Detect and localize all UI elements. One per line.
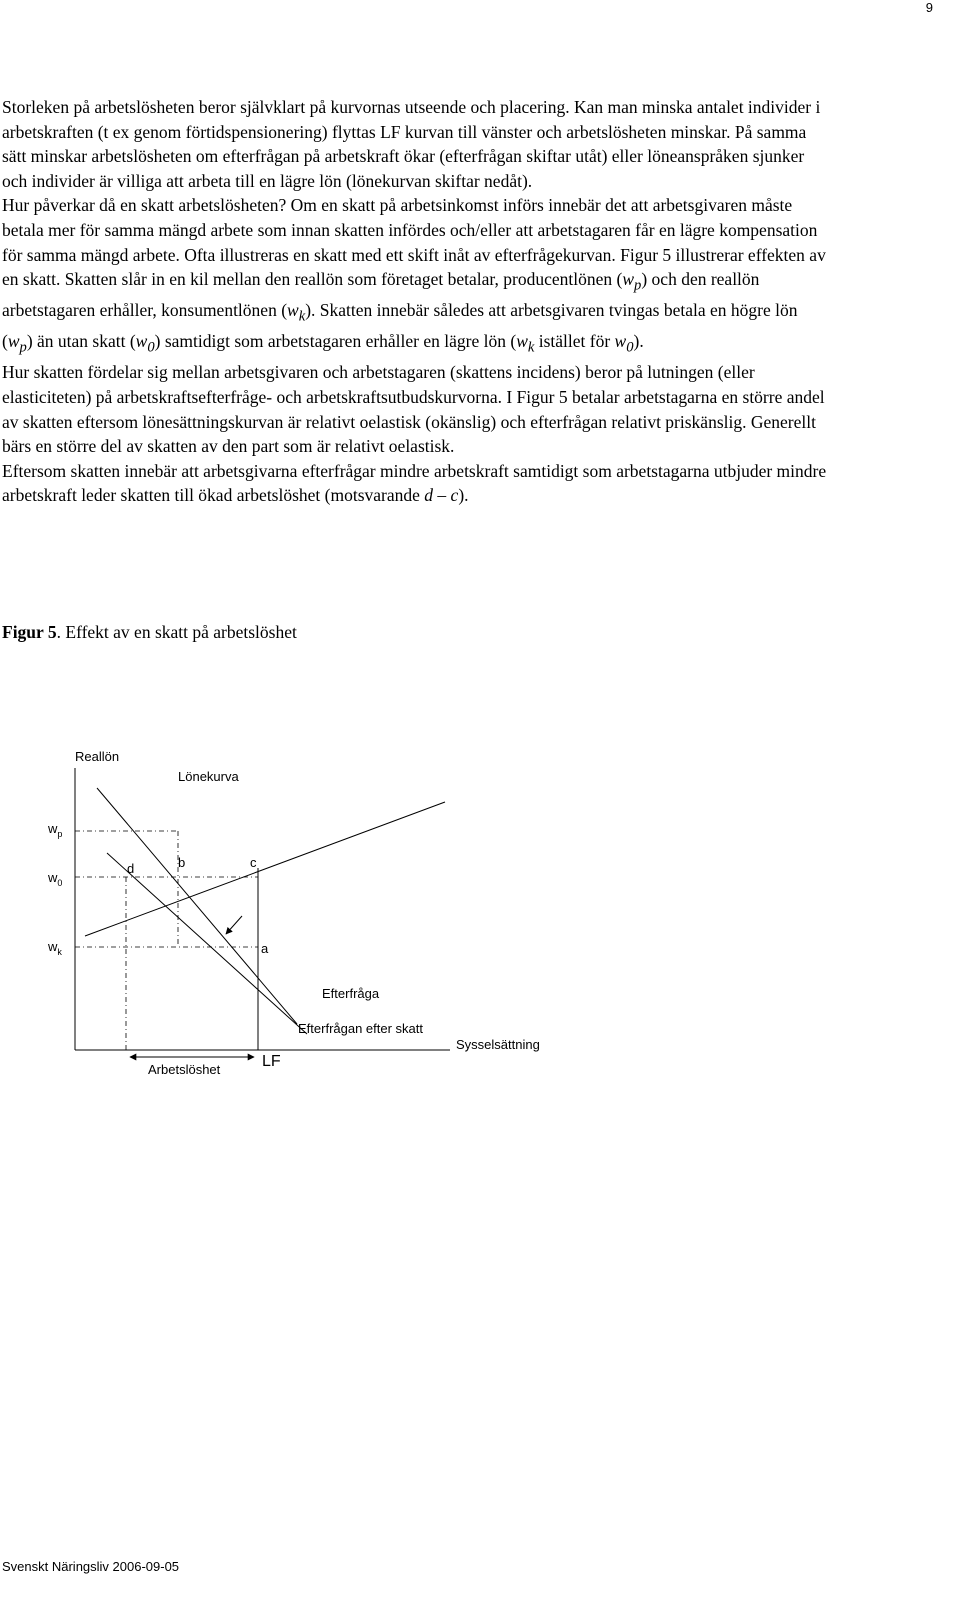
text-segment: ) och den reallön arbetstagaren erhåller, konsumentlönen ( <box>2 269 760 321</box>
point-d-label: d <box>127 861 135 876</box>
footer: Svenskt Näringsliv 2006-09-05 <box>2 1559 180 1574</box>
figure-caption <box>2 620 297 644</box>
paragraph-p3 <box>2 360 832 458</box>
text-segment: Eftersom skatten innebär att arbetsgivarna efterfrågar mindre arbetskraft samtidigt som arbetstagarna utbjuder mindre arbetskraft leder skatten till ökad arbetslöshet (motsvarande <box>2 460 827 506</box>
text-segment: 0 <box>626 339 634 356</box>
tick-wp <box>47 821 62 839</box>
point-c-label: c <box>250 855 257 870</box>
text-segment: Hur påverkar då en skatt arbetslösheten? Om en skatt på arbetsinkomst införs innebär det att arbetsgivaren måste betala mer för samma mängd arbete som innan skatten infördes och/eller att arbetstagaren får en lägre kompensation för samma mängd arbete. Ofta illustreras en skatt med ett skift inåt av efterfrågekurvan. Figur 5 illustrerar effekten av en skatt. Skatten slår in en kil mellan den reallön som företaget betalar, producentlönen ( <box>2 195 826 290</box>
text-segment: ). Skatten innebär således att arbetsgivaren tvingas betala en högre lön ( <box>2 300 798 352</box>
tick-wk-sub: k <box>57 947 62 957</box>
paragraph-p4 <box>2 459 832 508</box>
text-segment: w <box>516 331 528 352</box>
text-segment: w <box>287 300 299 321</box>
text-segment: k <box>298 308 306 325</box>
text-segment: p <box>19 339 27 356</box>
demand-after-tax-label: Efterfrågan efter skatt <box>298 1021 424 1036</box>
text-segment: p <box>634 277 642 294</box>
tick-wk-main: w <box>48 939 58 954</box>
text-segment: Storleken på arbetslösheten beror självklart på kurvornas utseende och placering. Kan man minska antalet individer i arbetskraften (t ex genom förtidspensionering) flyttas LF kurvan till vänster och arbetslösheten minskar. På samma sätt minskar arbetslösheten om efterfrågan på arbetskraft ökar (efterfrågan skiftar utåt) eller löneanspråken sjunker och individer är villiga att arbeta till en lägre lön (lönekurvan skiftar nedåt). <box>2 97 821 191</box>
page-number: 9 <box>925 0 933 15</box>
text-segment: ). <box>633 331 644 352</box>
unemployment-label: Arbetslöshet <box>148 1062 221 1077</box>
text-segment: w <box>7 331 20 352</box>
text-segment: w <box>614 331 627 352</box>
point-a-label: a <box>261 941 269 956</box>
lf-label: LF <box>262 1053 281 1070</box>
y-axis-label: Reallön <box>75 749 120 764</box>
paragraph-p2 <box>2 193 832 360</box>
x-axis-label: Sysselsättning <box>456 1037 540 1052</box>
tick-wk <box>47 939 62 957</box>
text-segment: w <box>622 269 635 290</box>
text-segment: k <box>527 339 535 356</box>
shift-arrow <box>226 916 242 934</box>
tick-w0-main: w <box>48 870 58 885</box>
demand-curve <box>97 788 297 1024</box>
figure-caption-label: Figur 5 <box>2 622 57 642</box>
text-segment: 0 <box>147 339 155 356</box>
figure-5-diagram <box>0 720 600 1100</box>
text-segment: ). <box>458 485 469 506</box>
demand-label: Efterfråga <box>322 986 380 1001</box>
text-segment: istället för <box>534 331 615 352</box>
text-segment: w <box>135 331 148 352</box>
text-segment: Hur skatten fördelar sig mellan arbetsgivaren och arbetstagaren (skattens incidens) beror på lutningen (eller elasticiteten) på arbetskraftsefterfråge- och arbetskraftsutbudskurvorna. I Figur 5 betalar arbetstagarna en större andel av skatten eftersom lönesättningskurvan är relativt oelastisk (okänslig) och efterfrågan relativt priskänslig. Generellt bärs en större del av skatten av den part som är relativt oelastisk. <box>2 362 825 457</box>
wage-curve <box>85 802 445 936</box>
tick-wp-sub: p <box>57 829 63 839</box>
body-text <box>2 95 832 508</box>
figure-caption-text: . Effekt av en skatt på arbetslöshet <box>56 622 297 642</box>
tick-w0 <box>47 870 62 888</box>
demand-after-tax-curve <box>107 853 307 1034</box>
point-b-label: b <box>178 855 186 870</box>
text-segment: d – c <box>424 485 459 506</box>
wage-curve-label: Lönekurva <box>178 769 239 784</box>
tick-w0-sub: 0 <box>57 878 63 888</box>
tick-wp-main: w <box>48 821 58 836</box>
text-segment: ) än utan skatt ( <box>26 331 136 352</box>
text-segment: ) samtidigt som arbetstagaren erhåller en lägre lön ( <box>154 331 517 352</box>
paragraph-p1 <box>2 95 832 193</box>
